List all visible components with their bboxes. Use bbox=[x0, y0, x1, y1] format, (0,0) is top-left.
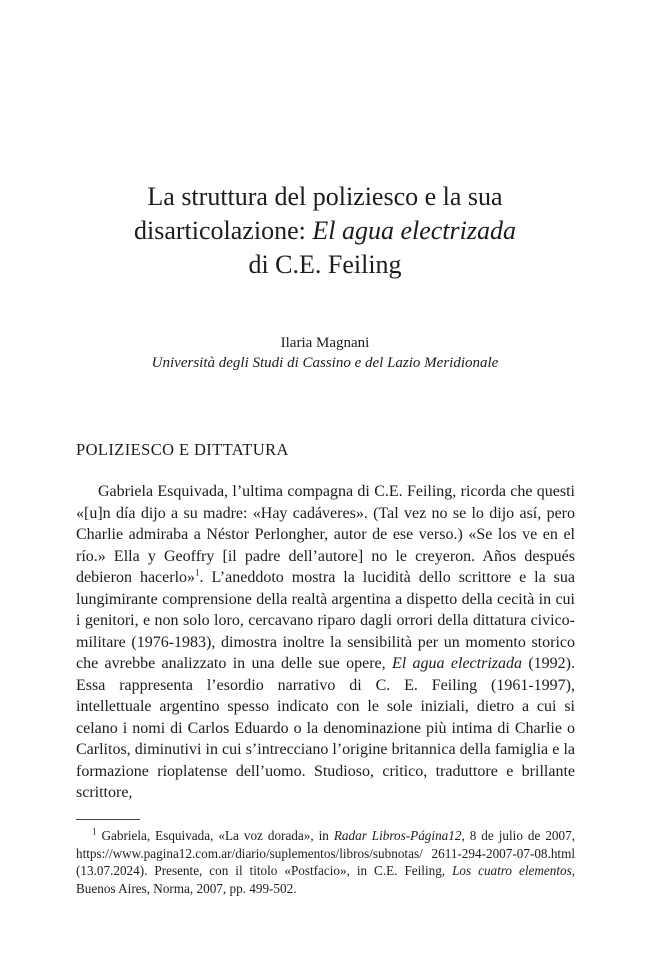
work-title-italic: El agua electrizada bbox=[391, 655, 522, 672]
footnote-reference[interactable]: 1 bbox=[195, 567, 200, 578]
footnote-text-part-2: , 8 de julio de 2007, https://www.pagina12.com.ar/diario/suplementos/libros/subnotas/ 2611-294-2007-07-08.html (13.07.2024). Presente, con il titolo «Postfacio», in C.E. Feiling, bbox=[76, 828, 575, 878]
title-line-3: di C.E. Feiling bbox=[248, 250, 402, 279]
body-paragraph bbox=[76, 481, 575, 804]
author-name: Ilaria Magnani bbox=[280, 335, 370, 351]
body-text-part-3: (1992). Essa rappresenta l’esordio narrativo di C. E. Feiling (1961-1997), intellettuale argentino spesso indicato con le sole iniziali, dietro a cui si celano i nomi di Carlos Eduardo o la denominazione più intima di Charlie o Carlitos, diminutivi in cui s’intrecciano l’origine britannica della famiglia e la formazione rioplatense dell’uomo. Studioso, critico, traduttore e brillante scrittore, bbox=[76, 655, 576, 801]
footnote-italic-2: Los cuatro elementos bbox=[452, 863, 572, 878]
body-text-part-1: Gabriela Esquivada, l’ultima compagna di C.E. Feiling, ricorda che questi «[u]n día dijo a su madre: «Hay cadáveres». (Tal vez no se lo dijo así, pero Charlie admiraba a Néstor Perlongher, autor de ese verso.) «Se los ve en el río.» Ella y Geoffry [il padre dell’autore] no le creyeron. Años después debieron hacerlo» bbox=[76, 483, 575, 586]
footnote bbox=[76, 827, 575, 897]
footnote-text-part-3: , Buenos Aires, Norma, 2007, pp. 499-502. bbox=[76, 863, 576, 896]
footnote-number: 1 bbox=[92, 826, 97, 837]
title-line-2-italic: El agua electrizada bbox=[312, 216, 516, 245]
footnote-text-part-1: Gabriela, Esquivada, «La voz dorada», in bbox=[96, 828, 334, 843]
page-title bbox=[60, 180, 590, 282]
body-text-part-2: . L’aneddoto mostra la lucidità dello scrittore e la sua lungimirante comprensione della realtà argentina a dispetto della cecità in cui i genitori, e non solo loro, cercavano riparo dagli orrori della dittatura civico-militare (1976-1983), dimostra inoltre la sensibilità per un momento storico che avrebbe analizzato in una delle sue opere, bbox=[76, 569, 575, 672]
title-line-2-plain: disarticolazione: bbox=[134, 216, 313, 245]
footnote-divider bbox=[76, 819, 140, 820]
title-line-2 bbox=[60, 214, 590, 248]
author-affiliation: Università degli Studi di Cassino e del Lazio Meridionale bbox=[151, 355, 499, 371]
title-line-1: La struttura del poliziesco e la sua bbox=[147, 182, 503, 211]
footnote-italic-1: Radar Libros-Página12 bbox=[333, 828, 462, 843]
section-heading: POLIZIESCO E DITTATURA bbox=[76, 440, 289, 459]
